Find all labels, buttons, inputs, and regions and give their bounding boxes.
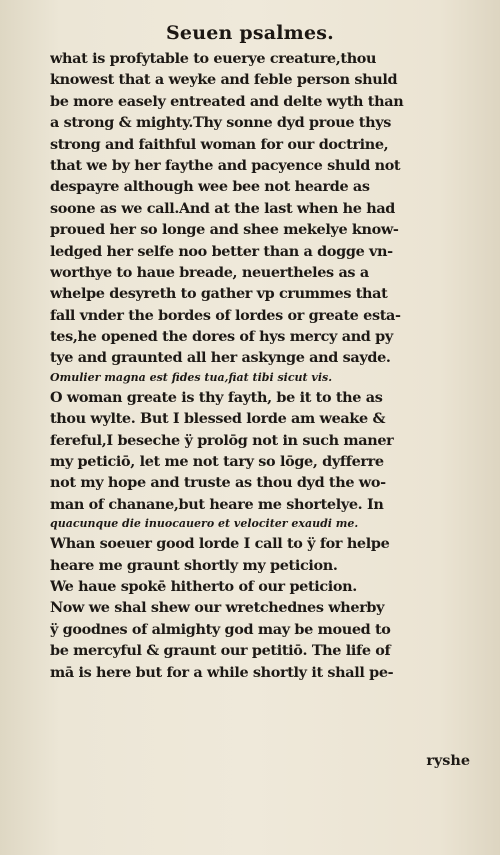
text-line: tye and graunted all her askynge and sayde.: [50, 349, 391, 367]
text-line: be more easely entreated and delte wyth than: [50, 92, 404, 110]
text-line: heare me graunt shortly my peticion.: [50, 556, 338, 574]
text-line: despayre although wee bee not hearde as: [50, 178, 370, 196]
text-line: strong and faithful woman for our doctrine,: [50, 135, 389, 153]
latin-verse: quacunque die inuocauero et velociter exaudi me.: [50, 517, 359, 531]
text-line: fereful,I beseche ÿ prolōg not in such maner: [50, 431, 394, 449]
text-line: what is profytable to euerye creature,thou: [50, 50, 377, 67]
text-line: tes,he opened the dores of hys mercy and py: [50, 328, 393, 346]
body-text: [50, 48, 478, 683]
text-line: soone as we call.And at the last when he had: [50, 199, 396, 217]
latin-verse: Omulier magna est fides tua,fiat tibi sicut vis.: [50, 370, 333, 384]
text-line: ledged her selfe noo better than a dogge vn-: [50, 242, 393, 260]
text-line: We haue spokē hitherto of our peticion.: [50, 577, 357, 595]
running-head: Seuen psalmes.: [166, 22, 334, 44]
text-line: ÿ goodnes of almighty god may be moued to: [50, 620, 391, 638]
text-line: Now we shal shew our wretchednes wherby: [50, 599, 385, 617]
text-line: worthye to haue breade, neuertheles as a: [50, 263, 369, 281]
text-line: O woman greate is thy fayth, be it to the as: [50, 388, 383, 406]
text-line: man of chanane,but heare me shortelye. In: [50, 495, 384, 513]
catchword: ryshe: [426, 752, 470, 769]
text-line: knowest that a weyke and feble person shuld: [50, 71, 398, 89]
text-line: a strong & mighty.Thy sonne dyd proue thys: [50, 114, 391, 132]
text-line: fall vnder the bordes of lordes or greate esta-: [50, 306, 401, 324]
text-line: proued her so longe and shee mekelye know-: [50, 221, 399, 239]
text-line: that we by her faythe and pacyence shuld not: [50, 156, 401, 174]
text-line: mā is here but for a while shortly it shall pe-: [50, 663, 394, 681]
text-line: Whan soeuer good lorde I call to ÿ for helpe: [50, 535, 390, 553]
text-line: not my hope and truste as thou dyd the wo-: [50, 474, 386, 492]
text-line: whelpe desyreth to gather vp crummes that: [50, 285, 388, 303]
text-line: be mercyful & graunt our petitiō. The life of: [50, 642, 391, 660]
text-line: my peticiō, let me not tary so lōge, dyfferre: [50, 453, 384, 471]
text-line: thou wylte. But I blessed lorde am weake &: [50, 410, 386, 428]
